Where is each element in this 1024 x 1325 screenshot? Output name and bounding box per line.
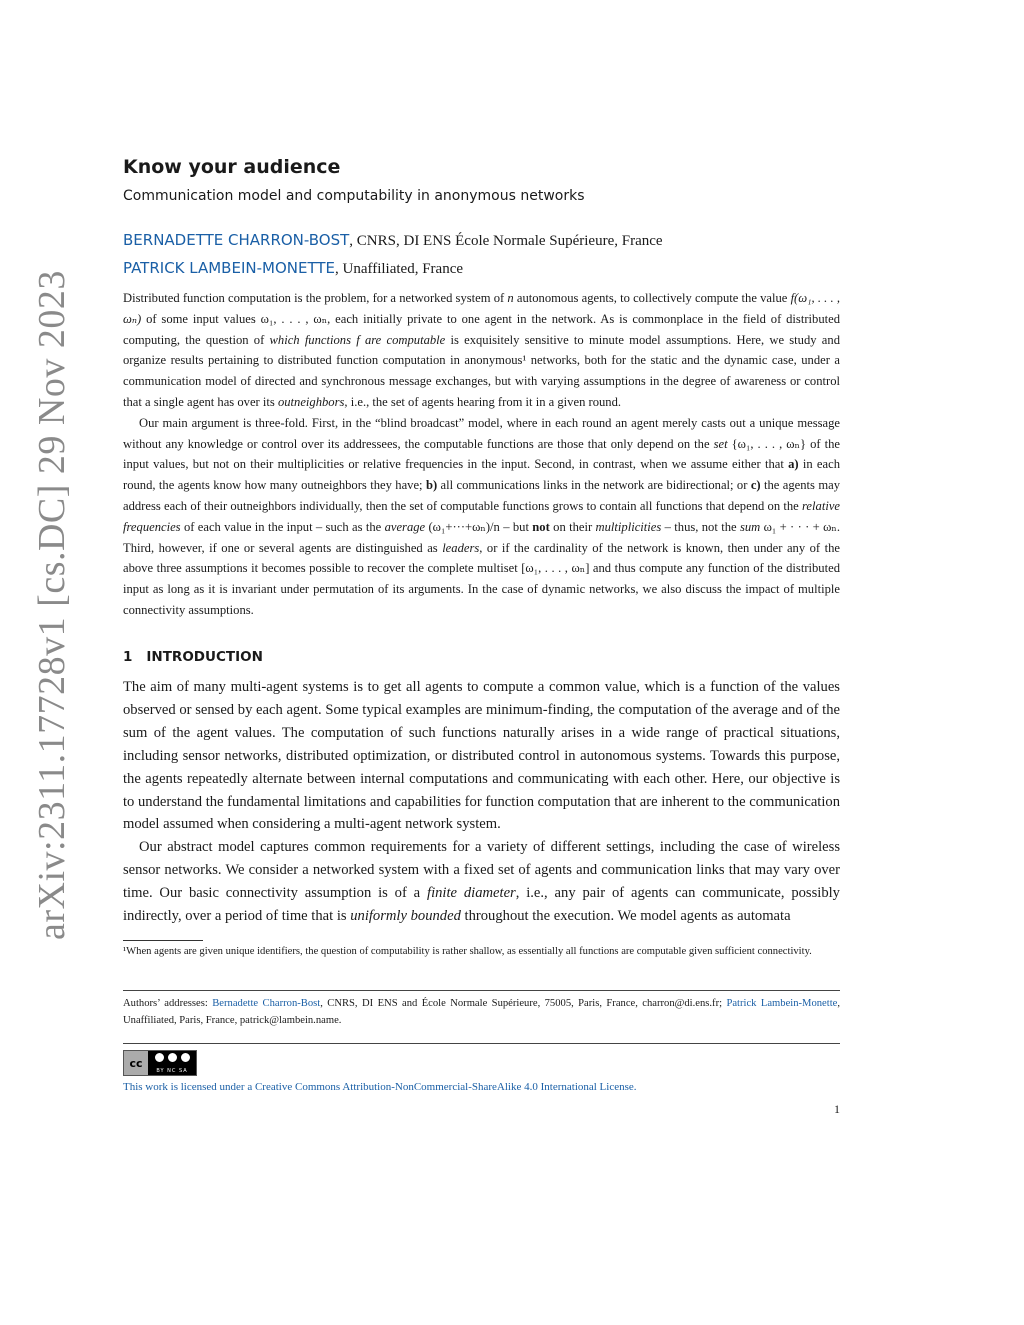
abstract-paragraph: Distributed function computation is the problem, for a networked system of n autonomous agents, to collectively compute the value f(ω₁, . . . , ωₙ) of some input values ω₁, . . . , ωₙ, each initially private to one agent in the network. As is commonplace in the field of distributed computing, the question of which functions f are computable is exquisitely sensitive to minute model assumptions. Here, we study and organize results pertaining to distributed function computation in anonymous¹ networks, both for the static and the dynamic case, under a communication model of directed and synchronous message exchanges, but with varying assumptions in the degree of awareness or control that a single agent has over its outneighbors, i.e., the set of agents hearing from it in a given round.	[123, 291, 840, 409]
author-affiliation: , CNRS, DI ENS École Normale Supérieure, France	[349, 233, 663, 249]
body-paragraph: The aim of many multi-agent systems is to get all agents to compute a common value, which is a function of the values observed or sensed by each agent. Some typical examples are minimum-finding, the computation of the average and of the sum of the agent values. The computation of such functions naturally arises in a wide range of practical situations, including sensor networks, distributed optimization, or distributed control in autonomous systems. Towards this purpose, the agents repeatedly alternate between internal computations and communicating with each other. Here, our objective is to understand the fundamental limitations and capabilities for function computation that are inherent to the communication model assumed when considering a multi-agent network system.	[123, 679, 840, 833]
license-link[interactable]: This work is licensed under a Creative Commons Attribution-NonCommercial-ShareAlike 4.0 International License.	[123, 1081, 637, 1093]
creative-commons-badge[interactable]	[123, 1050, 197, 1076]
arxiv-identifier: arXiv:2311.17728v1 [cs.DC] 29 Nov 2023	[31, 270, 73, 940]
footnote: ¹When agents are given unique identifiers, the question of computability is rather shallow, as essentially all functions are computable given sufficient connectivity.	[123, 946, 812, 957]
sharealike-icon	[180, 1052, 191, 1063]
author-name[interactable]: PATRICK LAMBEIN-MONETTE	[123, 259, 335, 277]
introduction-body	[123, 676, 840, 928]
section-number: 1	[123, 649, 133, 665]
section-title: INTRODUCTION	[146, 649, 263, 665]
author-line	[123, 255, 840, 283]
author-affiliation: , Unaffiliated, France	[335, 261, 464, 277]
attribution-icon	[154, 1052, 165, 1063]
author-line	[123, 227, 840, 255]
paper-subtitle: Communication model and computability in anonymous networks	[123, 188, 585, 204]
author-name[interactable]: BERNADETTE CHARRON-BOST	[123, 231, 350, 249]
noncommercial-icon	[167, 1052, 178, 1063]
paper-title: Know your audience	[123, 156, 341, 178]
abstract	[123, 288, 840, 621]
divider	[123, 990, 840, 991]
abstract-paragraph: Our main argument is three-fold. First, in the “blind broadcast” model, where in each round an agent merely casts out a unique message without any knowledge or control over its addressees, the computable functions are those that only depend on the set {ω₁, . . . , ωₙ} of the input values, but not on their multiplicities or relative frequencies in the input. Second, in contrast, when we assume either that a) in each round, the agents know how many outneighbors they have; b) all communications links in the network are bidirectional; or c) the agents may address each of their outneighbors individually, then the set of computable functions grows to contain all functions that depend on the relative frequencies of each value in the input – such as the average (ω₁+···+ωₙ)/n – but not on their multiplicities – thus, not the sum ω₁ + · · · + ωₙ. Third, however, if one or several agents are distinguished as leaders, or if the cardinality of the network is known, then under any of the above three assumptions it becomes possible to recover the complete multiset [ω₁, . . . , ωₙ] and thus compute any function of the distributed input as long as it is invariant under permutation of its arguments. In the case of dynamic networks, we also discuss the impact of multiple connectivity assumptions.	[123, 415, 841, 617]
footnote-rule	[123, 940, 203, 941]
author-addresses: Authors’ addresses: Bernadette Charron-Bost, CNRS, DI ENS and École Normale Supérieure, 75005, Paris, France, charron@di.ens.fr; Patrick Lambein-Monette, Unaffiliated, Paris, France, patrick@lambein.name.	[123, 998, 841, 1026]
author-link[interactable]: Patrick Lambein-Monette	[726, 998, 838, 1009]
body-paragraph: Our abstract model captures common requirements for a variety of different settings, including the case of wireless sensor networks. We consider a networked system with a fixed set of agents and communication links that may vary over time. Our basic connectivity assumption is of a finite diameter, i.e., any pair of agents can communicate, possibly indirectly, over a period of time that is uniformly bounded throughout the execution. We model agents as automata	[123, 839, 840, 925]
cc-icon: cc	[124, 1051, 148, 1075]
section-heading	[123, 649, 840, 665]
divider	[123, 1043, 840, 1044]
license-icons	[148, 1051, 196, 1075]
author-list	[123, 227, 840, 283]
license-label: BY NC SA	[156, 1068, 188, 1074]
author-link[interactable]: Bernadette Charron-Bost	[212, 998, 321, 1009]
page-number: 1	[834, 1102, 840, 1116]
